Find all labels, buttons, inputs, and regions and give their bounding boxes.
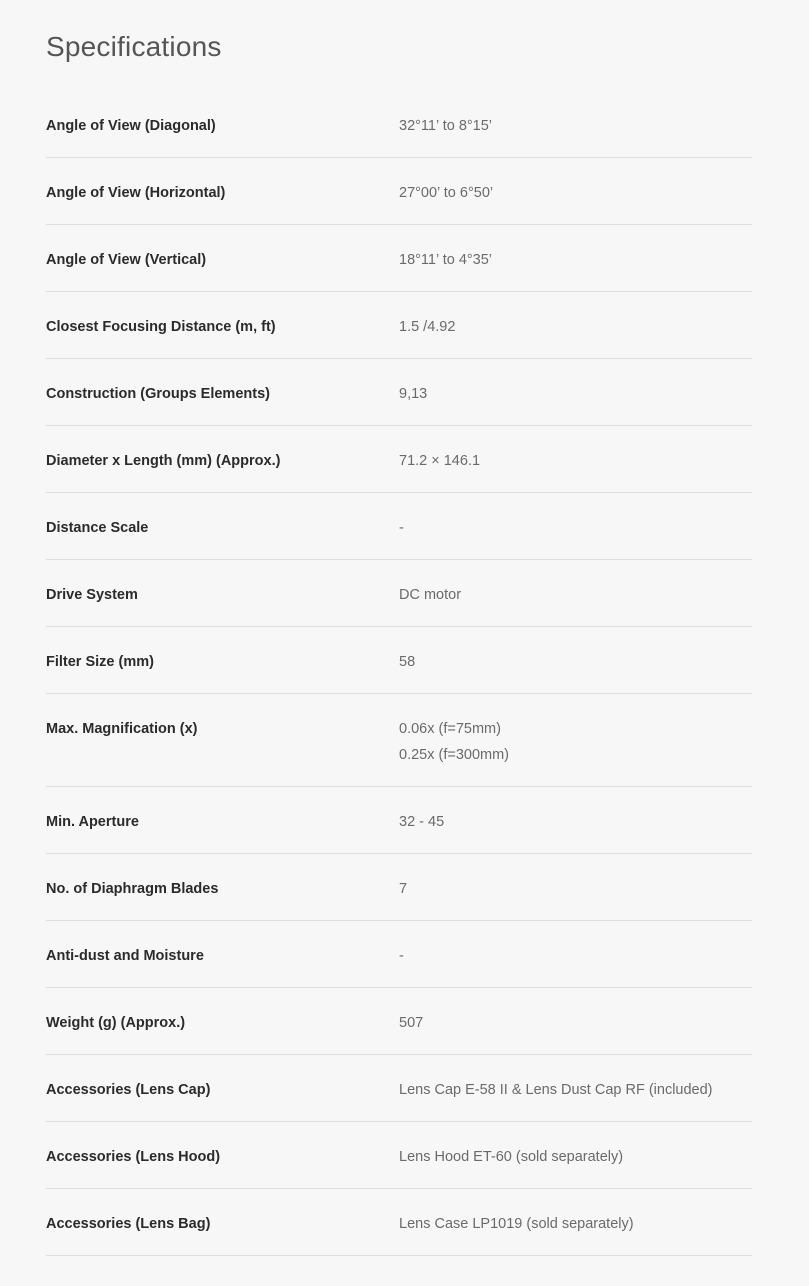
spec-value-cell	[399, 448, 752, 492]
spec-value: 1.5 /4.92	[399, 319, 456, 335]
section-title: Specifications	[46, 31, 222, 62]
spec-value: -	[399, 948, 404, 964]
spec-row	[46, 493, 752, 560]
spec-label: Closest Focusing Distance (m, ft)	[46, 319, 276, 335]
spec-label: Weight (g) (Approx.)	[46, 1015, 186, 1031]
spec-row	[46, 627, 752, 694]
spec-value-cell	[399, 247, 752, 291]
spec-value-cell	[399, 876, 752, 920]
spec-row	[46, 359, 752, 426]
spec-label: Drive System	[46, 587, 138, 603]
spec-value: 71.2 × 146.1	[399, 453, 481, 469]
spec-value-cell	[399, 716, 752, 786]
spec-value-cell	[399, 582, 752, 626]
spec-value: 7	[399, 881, 408, 897]
spec-value-cell	[399, 649, 752, 693]
spec-row	[46, 91, 752, 158]
spec-row	[46, 787, 752, 854]
spec-value: 9,13	[399, 386, 428, 402]
spec-label: Angle of View (Diagonal)	[46, 118, 216, 134]
spec-value: DC motor	[399, 587, 462, 603]
spec-label: Max. Magnification (x)	[46, 721, 198, 737]
spec-value: 0.25x (f=300mm)	[399, 747, 510, 763]
spec-value: Lens Case LP1019 (sold separately)	[399, 1216, 634, 1232]
spec-row	[46, 158, 752, 225]
spec-label: Angle of View (Vertical)	[46, 252, 207, 268]
spec-value: Lens Hood ET-60 (sold separately)	[399, 1149, 624, 1165]
spec-label: Distance Scale	[46, 520, 149, 536]
spec-value-cell	[399, 515, 752, 559]
spec-value-cell	[399, 381, 752, 425]
spec-row	[46, 225, 752, 292]
spec-row	[46, 988, 752, 1055]
spec-label: Min. Aperture	[46, 814, 139, 830]
spec-label: Accessories (Lens Hood)	[46, 1149, 221, 1165]
spec-label: Filter Size (mm)	[46, 654, 154, 670]
spec-value-cell	[399, 180, 752, 224]
spec-value-cell	[399, 943, 752, 987]
spec-label: Construction (Groups Elements)	[46, 386, 270, 402]
spec-value-cell	[399, 113, 752, 157]
spec-row	[46, 694, 752, 787]
spec-value-cell	[399, 314, 752, 358]
spec-label: Accessories (Lens Bag)	[46, 1216, 211, 1232]
spec-value: Lens Cap E-58 II & Lens Dust Cap RF (included)	[399, 1082, 713, 1098]
spec-value: 507	[399, 1015, 424, 1031]
spec-value-cell	[399, 1077, 752, 1121]
spec-row	[46, 1055, 752, 1122]
spec-value-cell	[399, 1010, 752, 1054]
spec-row	[46, 560, 752, 627]
spec-label: Anti-dust and Moisture	[46, 948, 204, 964]
spec-row	[46, 921, 752, 988]
spec-row	[46, 1189, 752, 1256]
spec-row	[46, 1122, 752, 1189]
spec-label: Accessories (Lens Cap)	[46, 1082, 211, 1098]
spec-value-cell	[399, 1144, 752, 1188]
spec-value: 32 - 45	[399, 814, 445, 830]
spec-value: -	[399, 520, 404, 536]
spec-row	[46, 292, 752, 359]
spec-value-cell	[399, 809, 752, 853]
spec-value-cell	[399, 1211, 752, 1255]
spec-value: 58	[399, 654, 416, 670]
spec-label: Angle of View (Horizontal)	[46, 185, 226, 201]
spec-row	[46, 854, 752, 921]
spec-value: 0.06x (f=75mm)	[399, 721, 501, 737]
spec-row	[46, 426, 752, 493]
spec-value: 27°00’ to 6°50’	[399, 185, 494, 201]
spec-label: Diameter x Length (mm) (Approx.)	[46, 453, 281, 469]
spec-value: 32°11’ to 8°15’	[399, 118, 493, 134]
spec-table	[46, 91, 752, 1256]
spec-value: 18°11’ to 4°35’	[399, 252, 493, 268]
spec-label: No. of Diaphragm Blades	[46, 881, 219, 897]
